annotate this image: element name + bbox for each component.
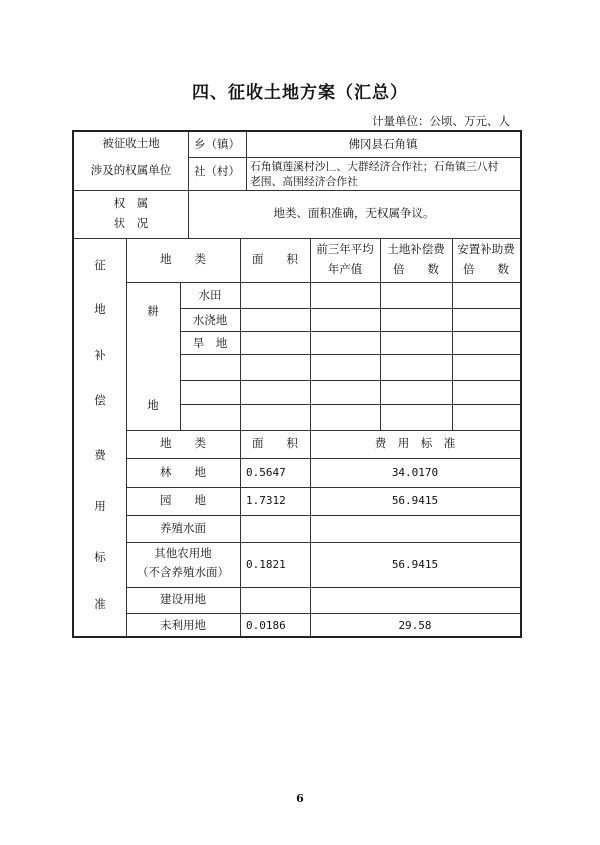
side-char-2: 地 (94, 302, 106, 316)
side-char-5: 费 (94, 448, 106, 462)
owner-label-line1: 被征收土地 (102, 136, 160, 150)
farmland-header-area: 面 积 (252, 252, 298, 266)
cultivated-row-dry: 旱 地 (192, 336, 228, 350)
page-title: 四、征收土地方案（汇总） (192, 83, 408, 103)
village-value-line1: 石角镇莲溪村沙𠃊、大群经济合作社；石角镇三八村 (250, 160, 499, 173)
farmland-header-land-comp-l1: 土地补偿费 (387, 242, 445, 256)
cultivated-row-paddy: 水田 (198, 288, 222, 302)
row-other-farmland-area: 0.1821 (246, 558, 286, 571)
farmland-header-land-comp-l2: 倍 数 (393, 262, 439, 276)
row-unused-area: 0.0186 (246, 619, 286, 632)
village-value-line2: 老围、高围经济合作社 (250, 175, 358, 188)
township-value: 佛冈县石角镇 (348, 137, 418, 151)
ownership-value: 地类、面积准确，无权属争议。 (273, 206, 435, 220)
side-char-1: 征 (94, 258, 106, 272)
farmland-header-resettle-l2: 倍 数 (463, 262, 509, 276)
row-unused-standard: 29.58 (398, 619, 432, 632)
farmland-header-land-type: 地 类 (160, 252, 206, 266)
row-forest-area: 0.5647 (246, 466, 286, 479)
other-header-land-type: 地 类 (160, 436, 206, 450)
land-acquisition-table (72, 130, 522, 638)
township-label: 乡（镇） (194, 137, 240, 151)
side-char-4: 偿 (94, 393, 106, 407)
village-label: 社（村） (194, 164, 240, 178)
cultivated-row-irrigated: 水浇地 (192, 313, 228, 327)
row-garden-standard: 56.9415 (391, 494, 439, 507)
ownership-label-line1: 权 属 (113, 196, 149, 210)
side-char-6: 用 (94, 499, 106, 513)
row-garden-type: 园 地 (160, 493, 206, 507)
side-char-7: 标 (94, 550, 106, 564)
row-forest-standard: 34.0170 (391, 466, 439, 479)
row-other-farmland-type2: （不含养殖水面） (137, 565, 229, 579)
unit-note: 计量单位：公顷、万元、人 (372, 114, 510, 128)
other-header-area: 面 积 (252, 436, 298, 450)
farmland-header-resettle-l1: 安置补助费 (457, 242, 515, 256)
row-other-farmland-standard: 56.9415 (391, 558, 439, 571)
cultivated-char-2: 地 (147, 398, 159, 412)
row-construction-type: 建设用地 (160, 592, 206, 606)
owner-label-line2: 涉及的权属单位 (90, 163, 172, 177)
side-char-8: 准 (94, 597, 106, 611)
side-char-3: 补 (94, 348, 106, 362)
farmland-header-avg-output-l1: 前三年平均 (316, 242, 374, 256)
cultivated-char-1: 耕 (147, 304, 159, 318)
row-unused-type: 未利用地 (160, 618, 206, 632)
row-forest-type: 林 地 (160, 465, 206, 479)
other-header-standard: 费 用 标 准 (374, 436, 456, 450)
ownership-label-line2: 状 况 (113, 216, 149, 230)
row-other-farmland-type: 其他农用地 (154, 546, 212, 560)
row-aquaculture-type: 养殖水面 (160, 521, 206, 535)
row-garden-area: 1.7312 (246, 494, 286, 507)
page-number: 6 (296, 792, 304, 805)
farmland-header-avg-output-l2: 年产值 (327, 262, 363, 276)
